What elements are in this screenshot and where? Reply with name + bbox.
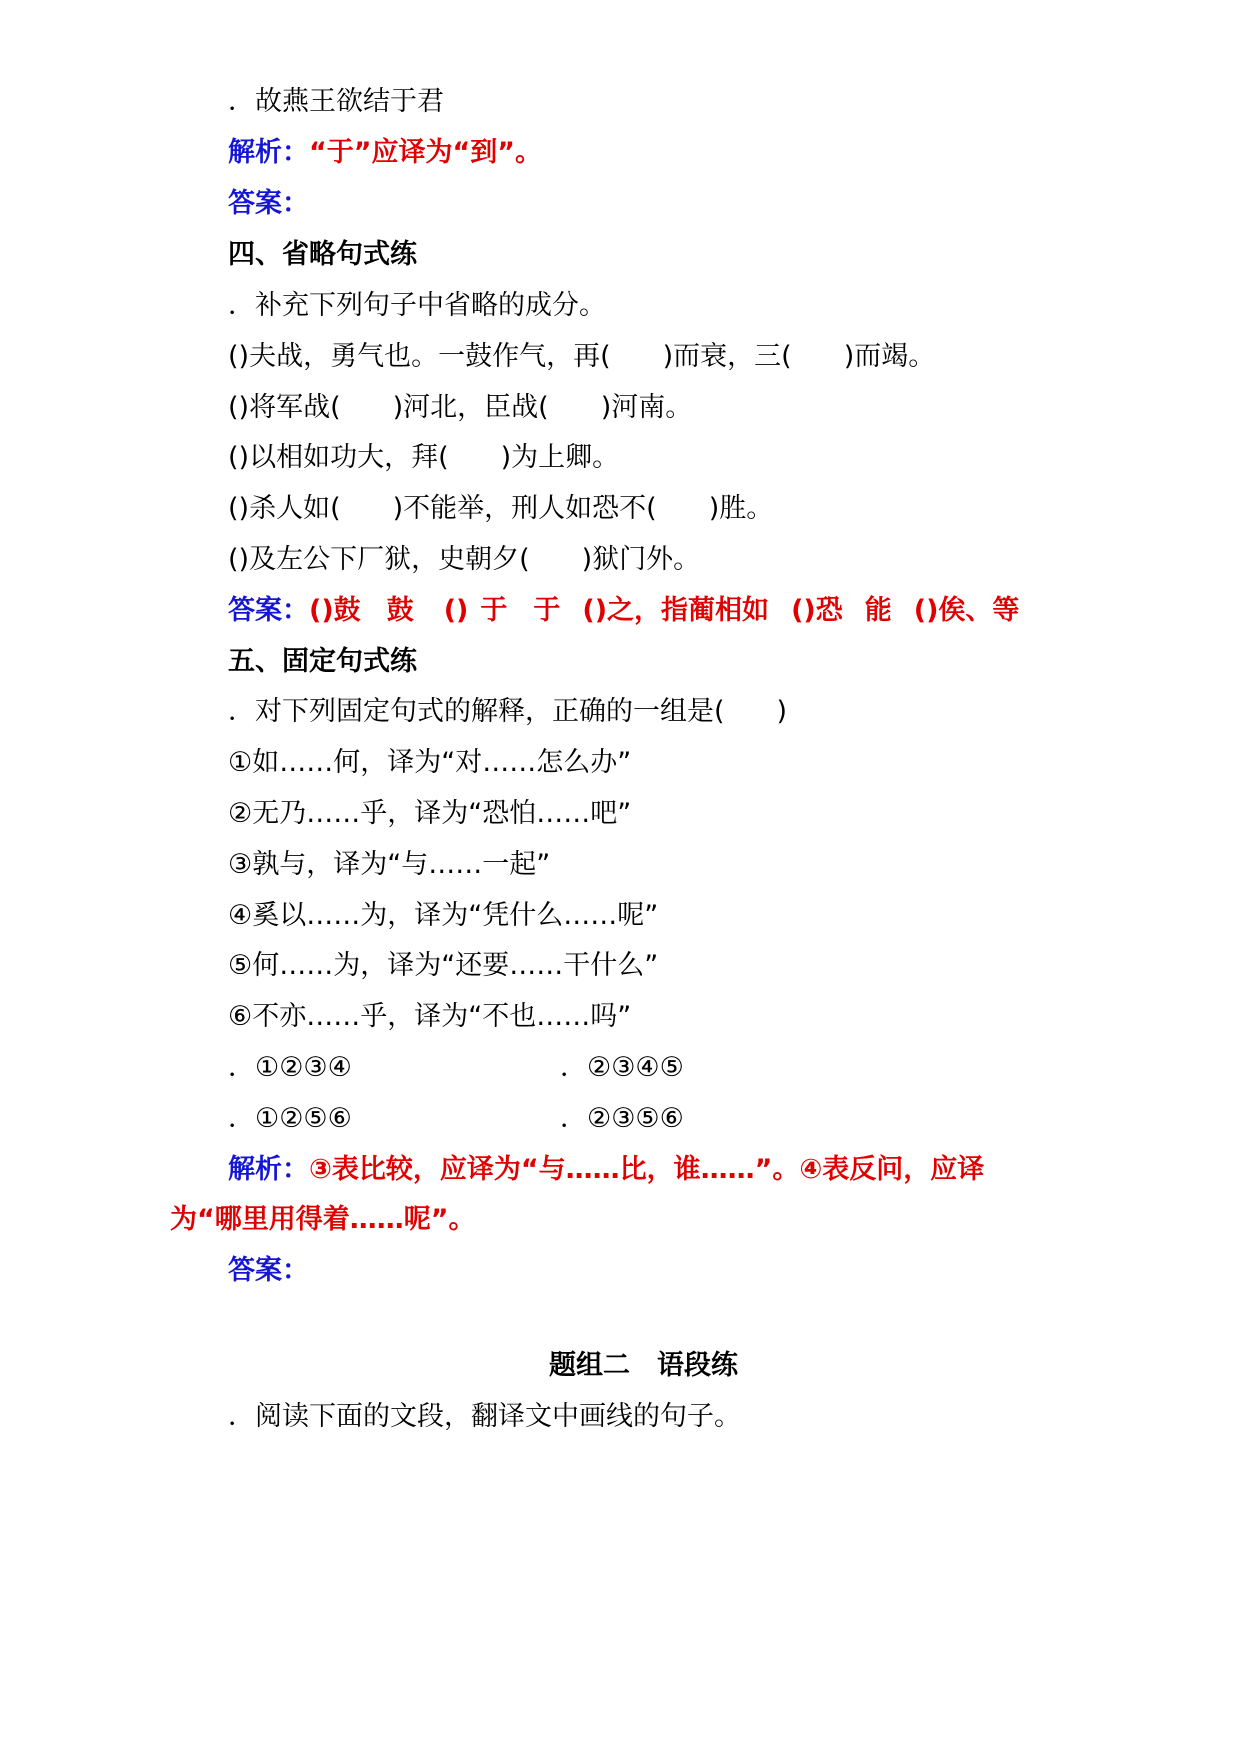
list-item xyxy=(228,896,658,936)
sentence-2-part-c: )河南。 xyxy=(600,392,693,423)
sentence-3-part-a: ()以相如功大，拜( xyxy=(228,442,449,473)
option-d-text: ．②③⑤⑥ xyxy=(560,1103,684,1134)
answer-part-7: ()恐 xyxy=(791,595,843,626)
list-item xyxy=(228,997,631,1037)
answer-part-4: 于 xyxy=(480,595,508,626)
question-last-stem xyxy=(228,1397,741,1437)
section-4-title-text: 四、省略句式练 xyxy=(228,239,417,270)
question-c-line xyxy=(228,82,444,122)
group-2-title-text: 题组二 语段练 xyxy=(549,1350,738,1381)
analysis-label: 解析： xyxy=(228,1154,309,1185)
question-4-stem-text: ．补充下列句子中省略的成分。 xyxy=(228,290,606,321)
sentence-1 xyxy=(228,337,935,377)
sentence-5-part-a: ()及左公下厂狱，史朝夕( xyxy=(228,544,530,575)
list-item-text: ③孰与，译为“与……一起” xyxy=(228,849,551,880)
option-c xyxy=(228,1099,352,1139)
sentence-4-part-b: )不能举，刑人如恐不( xyxy=(392,493,657,524)
analysis-text-line-2: 为“哪里用得着……呢”。 xyxy=(170,1204,476,1235)
question-last-stem-text: ．阅读下面的文段，翻译文中画线的句子。 xyxy=(228,1401,741,1432)
sentence-1-part-a: ()夫战，勇气也。一鼓作气，再( xyxy=(228,341,611,372)
option-b-text: ．②③④⑤ xyxy=(560,1052,684,1083)
answer-part-5: 于 xyxy=(533,595,561,626)
list-item-text: ⑤何……为，译为“还要……干什么” xyxy=(228,950,659,981)
answer-part-8: 能 xyxy=(864,595,892,626)
sentence-4-part-c: )胜。 xyxy=(708,493,774,524)
option-a xyxy=(228,1048,352,1088)
sentence-4 xyxy=(228,489,773,529)
group-2-title xyxy=(23,1346,1241,1386)
answer-2 xyxy=(228,591,1019,631)
answer-part-6: ()之，指蔺相如 xyxy=(582,595,770,626)
question-5-stem xyxy=(228,692,787,732)
question-5-stem-text: ．对下列固定句式的解释，正确的一组是( xyxy=(228,696,725,727)
sentence-2 xyxy=(228,388,692,428)
list-item-text: ④奚以……为，译为“凭什么……呢” xyxy=(228,900,659,931)
option-d xyxy=(560,1099,684,1139)
analysis-text-line-1: ③表比较，应译为“与……比，谁……”。④表反问，应译 xyxy=(309,1154,985,1185)
sentence-1-part-c: )而竭。 xyxy=(843,341,936,372)
option-b xyxy=(560,1048,684,1088)
sentence-1-part-b: )而衰，三( xyxy=(662,341,792,372)
section-5-title-text: 五、固定句式练 xyxy=(228,646,417,677)
sentence-5 xyxy=(228,540,700,580)
analysis-text: “于”应译为“到”。 xyxy=(309,137,542,168)
section-5-title xyxy=(228,642,417,682)
list-item xyxy=(228,946,658,986)
sentence-2-part-b: )河北，臣战( xyxy=(392,392,549,423)
answer-part-1: ()鼓 xyxy=(309,595,361,626)
analysis-label: 解析： xyxy=(228,137,309,168)
option-c-text: ．①②⑤⑥ xyxy=(228,1103,352,1134)
sentence-3 xyxy=(228,438,619,478)
question-c-text: ．故燕王欲结于君 xyxy=(228,86,444,117)
answer-part-9: ()俟、等 xyxy=(913,595,1020,626)
analysis-2 xyxy=(228,1150,984,1190)
list-item-text: ①如……何，译为“对……怎么办” xyxy=(228,747,632,778)
sentence-4-part-a: ()杀人如( xyxy=(228,493,341,524)
sentence-5-part-b: )狱门外。 xyxy=(581,544,701,575)
option-a-text: ．①②③④ xyxy=(228,1052,352,1083)
list-item-text: ②无乃……乎，译为“恐怕……吧” xyxy=(228,798,632,829)
question-4-stem xyxy=(228,286,606,326)
list-item xyxy=(228,794,631,834)
analysis-1 xyxy=(228,133,542,173)
section-4-title xyxy=(228,235,417,275)
analysis-2-continued xyxy=(170,1200,476,1240)
answer-1 xyxy=(228,184,309,224)
answer-part-2: 鼓 xyxy=(386,595,414,626)
answer-label: 答案： xyxy=(228,188,309,219)
answer-part-3: () xyxy=(443,595,469,626)
list-item-text: ⑥不亦……乎，译为“不也……吗” xyxy=(228,1001,632,1032)
question-5-stem-end: ) xyxy=(776,696,788,727)
sentence-2-part-a: ()将军战( xyxy=(228,392,341,423)
sentence-3-part-b: )为上卿。 xyxy=(500,442,620,473)
answer-label: 答案： xyxy=(228,1255,309,1286)
answer-label: 答案： xyxy=(228,595,309,626)
answer-3 xyxy=(228,1251,309,1291)
list-item xyxy=(228,845,550,885)
list-item xyxy=(228,743,631,783)
